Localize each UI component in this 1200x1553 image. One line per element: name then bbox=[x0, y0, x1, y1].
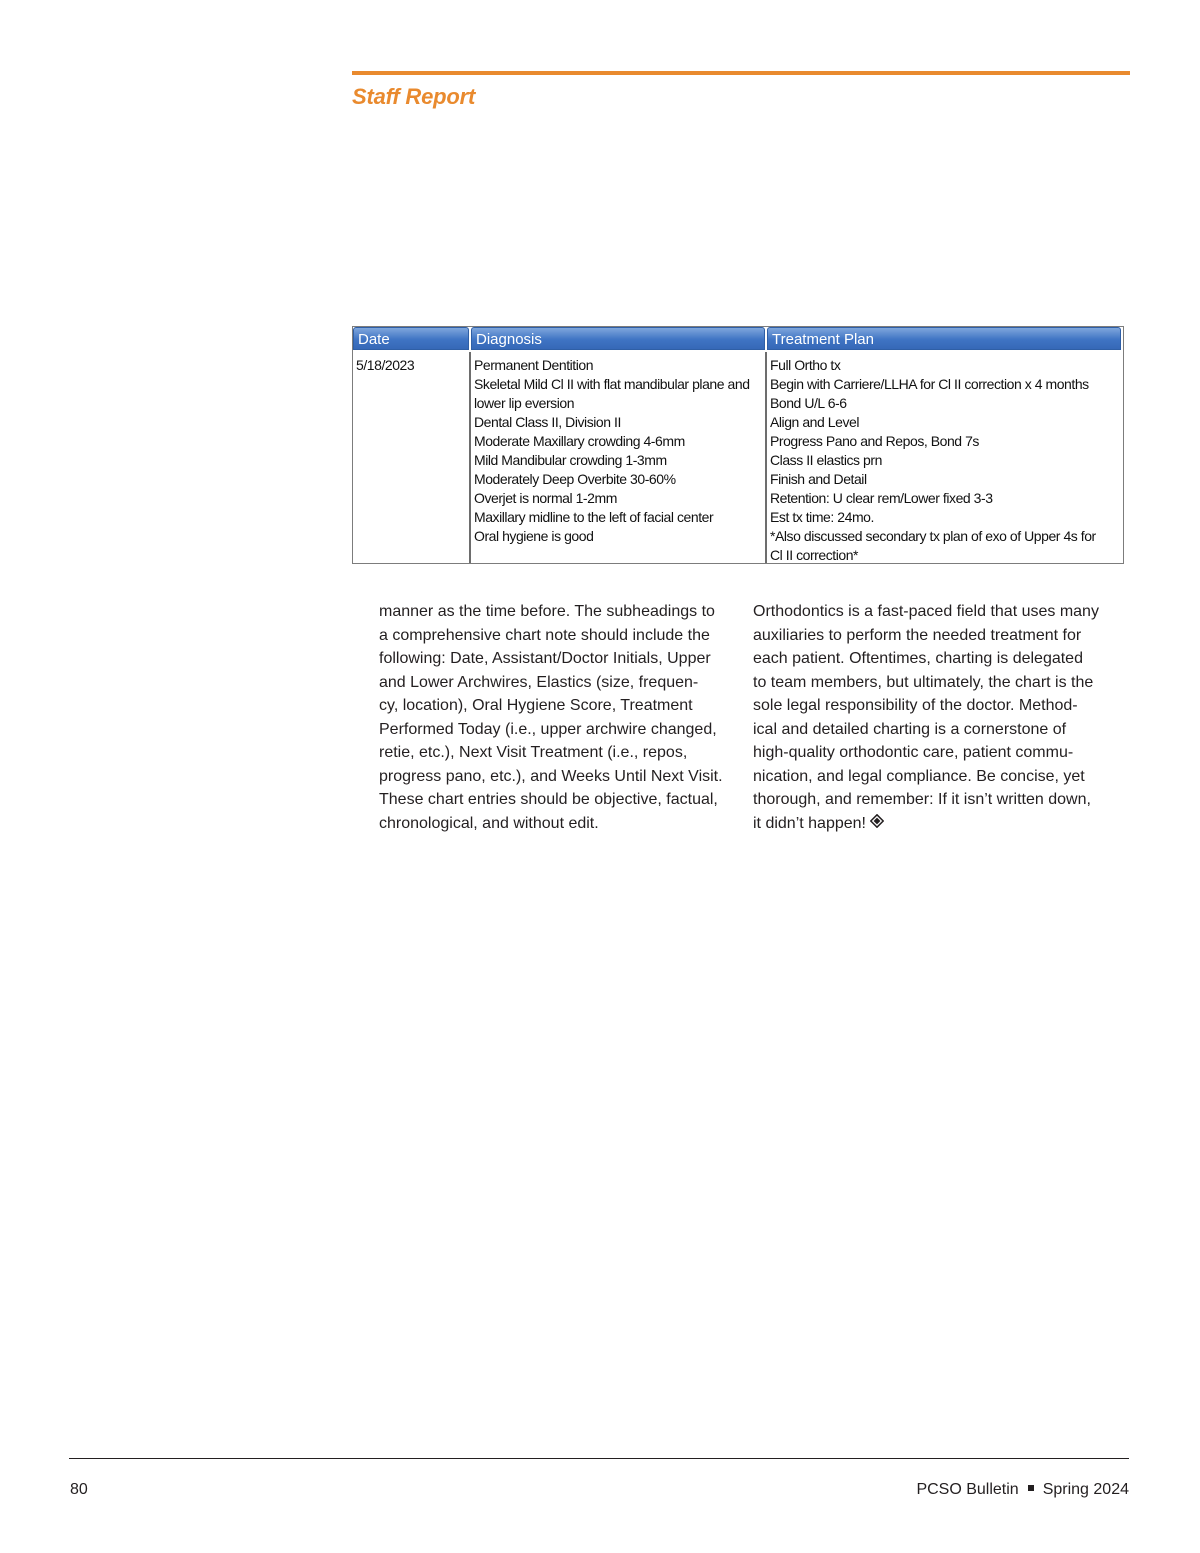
issue-label: Spring 2024 bbox=[1042, 1481, 1129, 1498]
section-title: Staff Report bbox=[352, 84, 476, 109]
footer-publication bbox=[916, 1481, 1129, 1499]
article-column-right bbox=[753, 600, 1103, 835]
treatment-line: Finish and Detail bbox=[770, 471, 867, 487]
body-text-line: and Lower Archwires, Elastics (size, frequen- bbox=[379, 673, 699, 691]
diagnosis-line: Overjet is normal 1-2mm bbox=[474, 490, 617, 506]
date-value: 5/18/2023 bbox=[356, 357, 415, 373]
diagnosis-line: Permanent Dentition bbox=[474, 357, 594, 373]
footer-rule bbox=[69, 1458, 1129, 1459]
body-text-line: auxiliaries to perform the needed treatment for bbox=[753, 626, 1082, 644]
body-text-fragment: it didn’t happen! bbox=[753, 814, 866, 832]
treatment-line: *Also discussed secondary tx plan of exo of Upper 4s for bbox=[770, 528, 1096, 544]
diagnosis-cell bbox=[471, 352, 767, 563]
treatment-line: Align and Level bbox=[770, 414, 859, 430]
last-body-line bbox=[753, 812, 1103, 836]
treatment-line: Full Ortho tx bbox=[770, 357, 841, 373]
treatment-line: Retention: U clear rem/Lower fixed 3-3 bbox=[770, 490, 993, 506]
diagnosis-line: lower lip eversion bbox=[474, 395, 575, 411]
body-text-line: following: Date, Assistant/Doctor Initials, Upper bbox=[379, 650, 711, 667]
body-text-line: high-quality orthodontic care, patient commu- bbox=[753, 744, 1074, 761]
treatment-line: Progress Pano and Repos, Bond 7s bbox=[770, 433, 979, 449]
diagnosis-line: Moderately Deep Overbite 30-60% bbox=[474, 471, 676, 487]
column-header-diagnosis: Diagnosis bbox=[471, 327, 765, 350]
body-text-line: to team members, but ultimately, the chart is the bbox=[753, 673, 1094, 691]
header-rule bbox=[352, 71, 1130, 75]
diagnosis-line: Skeletal Mild Cl II with flat mandibular plane and bbox=[474, 376, 750, 392]
diagnosis-line: Moderate Maxillary crowding 4-6mm bbox=[474, 433, 685, 449]
treatment-plan-cell bbox=[767, 352, 1123, 563]
diagnosis-line: Mild Mandibular crowding 1-3mm bbox=[474, 452, 667, 468]
body-text-line: a comprehensive chart note should include the bbox=[379, 626, 710, 644]
body-text-line: retie, etc.), Next Visit Treatment (i.e., repos, bbox=[379, 744, 688, 761]
treatment-line: Begin with Carriere/LLHA for Cl II correction x 4 months bbox=[770, 376, 1089, 392]
article-column-left bbox=[379, 600, 729, 835]
page-number: 80 bbox=[70, 1481, 88, 1498]
treatment-line: Cl II correction* bbox=[770, 547, 859, 563]
chart-note-header-row bbox=[353, 327, 1123, 352]
body-text-line: cy, location), Oral Hygiene Score, Treatment bbox=[379, 697, 693, 714]
body-text-line: thorough, and remember: If it isn’t written down, bbox=[753, 791, 1091, 808]
body-text-line: Performed Today (i.e., upper archwire changed, bbox=[379, 720, 717, 738]
diagnosis-line: Maxillary midline to the left of facial center bbox=[474, 509, 714, 525]
treatment-line: Est tx time: 24mo. bbox=[770, 509, 874, 525]
body-text-line: chronological, and without edit. bbox=[379, 814, 599, 832]
body-text-line: each patient. Oftentimes, charting is delegated bbox=[753, 650, 1083, 667]
diagnosis-line: Dental Class II, Division II bbox=[474, 414, 621, 430]
body-text-line: nication, and legal compliance. Be concise, yet bbox=[753, 767, 1085, 785]
body-text-line: progress pano, etc.), and Weeks Until Next Visit. bbox=[379, 767, 723, 785]
column-header-treatment-plan: Treatment Plan bbox=[767, 327, 1121, 350]
body-text-line: ical and detailed charting is a cornerstone of bbox=[753, 720, 1067, 738]
chart-note-row bbox=[353, 352, 1123, 563]
publication-name: PCSO Bulletin bbox=[916, 1481, 1019, 1498]
body-text-line: sole legal responsibility of the doctor. Method- bbox=[753, 697, 1078, 714]
date-cell bbox=[353, 352, 471, 563]
square-separator-icon bbox=[1028, 1485, 1034, 1491]
body-text-line: These chart entries should be objective, factual, bbox=[379, 791, 718, 808]
diagnosis-line: Oral hygiene is good bbox=[474, 528, 594, 544]
treatment-line: Class II elastics prn bbox=[770, 452, 882, 468]
chart-note-figure bbox=[352, 326, 1124, 564]
column-header-date: Date bbox=[353, 327, 469, 350]
body-text-line: manner as the time before. The subheadings to bbox=[379, 603, 715, 620]
treatment-line: Bond U/L 6-6 bbox=[770, 395, 847, 411]
body-text-line: Orthodontics is a fast-paced field that uses many bbox=[753, 603, 1099, 620]
diamond-end-mark-icon bbox=[870, 812, 884, 836]
